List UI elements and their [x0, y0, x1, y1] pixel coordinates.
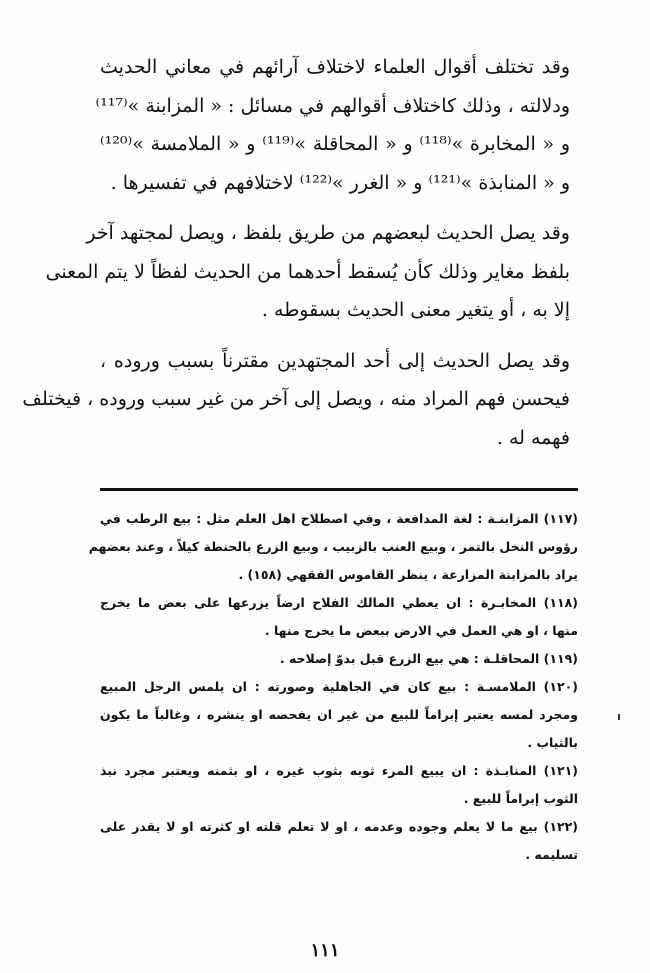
- paragraph-2: [45, 214, 570, 330]
- footnote-line: رؤوس النخل بالتمر ، وبيع العنب بالزبيب ، وبيع الزرع بالحنطة كيلاً ، وعند بعضهم: [88, 539, 578, 554]
- footnote-line: (١٢٠) الملامسـة : بيع كان في الجاهلية وصورته : ان يلمس الرجل المبيع: [100, 679, 578, 694]
- footnote-121: [100, 757, 578, 813]
- footnote-line: (١١٨) المخابـرة : ان يعطي المالك الفلاح ارضاً يزرعها على بعض ما يخرج: [100, 595, 578, 610]
- scan-mark: [618, 714, 620, 720]
- footnote-line: منها ، او هي العمل في الارض ببعض ما يخرج منها .: [264, 623, 578, 638]
- footnote-line: ومجرد لمسه يعتبر إبراماً للبيع من غير ان يفحصه او ينشره ، وغالباً ما يكون: [100, 707, 578, 722]
- footnote-line: (١١٩) المحاقلـة : هي بيع الزرع قبل بدوّ إصلاحه .: [279, 651, 578, 666]
- text-line: إلا به ، أو يتغير معنى الحديث بسقوطه .: [261, 299, 570, 321]
- footnote-line: بالثياب .: [527, 735, 578, 750]
- paragraph-3: [22, 342, 570, 458]
- paragraph-1: [95, 48, 570, 202]
- text-line: و « المخابرة »⁽¹¹⁸⁾ و « المحاقلة »⁽¹¹⁹⁾ و « الملامسة »⁽¹²⁰⁾: [100, 133, 570, 155]
- footnote-118: [100, 589, 578, 645]
- footnotes: [88, 505, 578, 869]
- footnote-119: [100, 645, 578, 673]
- footnote-line: (١٢١) المنابـذة : ان يبيع المرء ثوبه بثوب غيره ، او بثمنه ويعتبر مجرد نبذ: [100, 763, 578, 778]
- footnote-line: يراد بالمزابنة المزارعة ، ينظر القاموس الفقهي (١٥٨) .: [238, 567, 578, 582]
- footnote-120: [100, 673, 578, 757]
- page-number: ١١١: [310, 940, 340, 961]
- text-line: و « المنابذة »⁽¹²¹⁾ و « الغرر »⁽¹²²⁾ لاختلافهم في تفسيرها .: [110, 171, 570, 194]
- footnote-line: تسليمه .: [525, 847, 578, 862]
- text-line: ودلالته ، وذلك كاختلاف أقوالهم في مسائل : « المزابنة »⁽¹¹⁷⁾: [95, 94, 570, 117]
- text-line: فهمه له .: [496, 426, 570, 449]
- footnote-117: [88, 505, 578, 589]
- text-line: وقد تختلف أقوال العلماء لاختلاف آرائهم في معاني الحديث: [100, 56, 570, 78]
- footnote-122: [100, 813, 578, 869]
- footnote-line: (١١٧) المزابنـة : لغة المدافعة ، وفي اصطلاح اهل العلم مثل : بيع الرطب في: [100, 511, 578, 526]
- footnote-divider: [100, 488, 578, 491]
- text-line: وقد يصل الحديث لبعضهم من طريق بلفظ ، ويصل لمجتهد آخر: [86, 222, 570, 244]
- footnote-line: (١٢٢) بيع ما لا يعلم وجوده وعدمه ، او لا تعلم قلته او كثرته او لا يقدر على: [100, 819, 578, 834]
- footnote-line: الثوب إبراماً للبيع .: [463, 791, 578, 806]
- text-line: بلفظ مغاير وذلك كأن يُسقط أحدهما من الحديث لفظاً لا يتم المعنى: [45, 260, 570, 283]
- text-line: فيحسن فهم المراد منه ، ويصل إلى آخر من غير سبب وروده ، فيختلف: [22, 388, 570, 410]
- main-text: [22, 48, 570, 469]
- text-line: وقد يصل الحديث إلى أحد المجتهدين مقترناً بسبب وروده ،: [100, 349, 570, 372]
